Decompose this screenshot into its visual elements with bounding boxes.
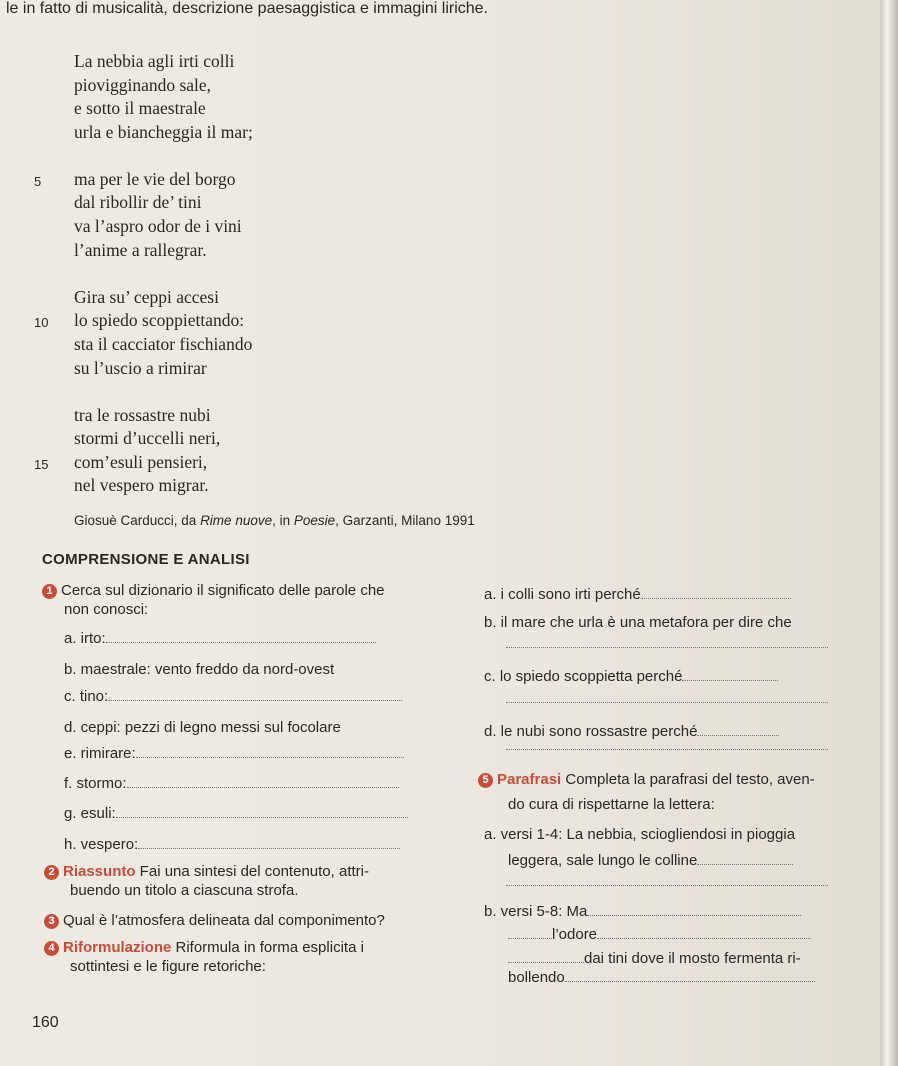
answer-blank[interactable] <box>506 701 828 703</box>
question-keyword: Riassunto <box>63 863 136 880</box>
poem-line: stormi d’uccelli neri, <box>74 428 221 449</box>
vocab-item <box>64 836 400 853</box>
rhetoric-item <box>484 723 779 740</box>
poem-line: piovigginando sale, <box>74 74 212 95</box>
section-title: COMPRENSIONE E ANALISI <box>42 551 250 568</box>
vocab-label: a. irto: <box>64 630 106 647</box>
poem-line-text: lo spiedo scoppiettando: <box>74 310 245 331</box>
paraphrase-text: leggera, sale lungo le colline <box>508 852 698 869</box>
paraphrase-b <box>484 903 801 920</box>
source-pre: Giosuè Carducci, da <box>74 513 201 528</box>
answer-blank[interactable] <box>508 938 552 939</box>
poem-line-text: com’esuli pensieri, <box>74 451 208 472</box>
question-number: 4 <box>44 941 59 956</box>
question-number: 5 <box>478 773 493 788</box>
paraphrase-b-cont <box>508 926 811 943</box>
vocab-item <box>64 688 402 705</box>
question-text: Fai una sintesi del contenuto, attri- <box>135 863 369 880</box>
poem-line <box>34 168 253 192</box>
poem-line: l’anime a rallegrar. <box>74 239 207 260</box>
answer-blank[interactable] <box>587 915 801 916</box>
poem-line: dal ribollir de’ tini <box>74 192 202 213</box>
answer-blank[interactable] <box>597 938 811 939</box>
poem-line <box>34 309 253 333</box>
paraphrase-a-cont <box>508 852 793 869</box>
poem <box>34 50 253 522</box>
poem-line: urla e biancheggia il mar; <box>74 121 253 142</box>
question-4-cont: sottintesi e le figure retoriche: <box>70 958 266 975</box>
line-number: 5 <box>34 173 42 189</box>
source-book: Poesie <box>293 513 336 528</box>
paraphrase-a: a. versi 1-4: La nebbia, sciogliendosi in pioggia <box>484 826 796 843</box>
stanza-3 <box>34 286 253 380</box>
answer-blank[interactable] <box>641 598 791 599</box>
answer-blank[interactable] <box>136 757 404 758</box>
vocab-label: c. tino: <box>64 688 109 705</box>
question-text: Riformula in forma esplicita i <box>171 939 364 956</box>
poem-line: va l’aspro odor de i vini <box>74 216 242 237</box>
answer-blank[interactable] <box>127 787 399 788</box>
stanza-4 <box>34 404 253 498</box>
answer-blank[interactable] <box>697 864 793 865</box>
source-post: , Garzanti, Milano 1991 <box>335 513 475 528</box>
rhetoric-label: c. lo spiedo scoppietta perché <box>484 668 683 685</box>
question-5-cont: do cura di rispettarne la lettera: <box>508 796 715 813</box>
question-2-cont: buendo un titolo a ciascuna strofa. <box>70 882 299 899</box>
paraphrase-b-cont <box>508 969 815 986</box>
poem-line <box>34 451 253 475</box>
question-number: 1 <box>42 584 57 599</box>
vocab-item <box>64 745 404 762</box>
answer-blank[interactable] <box>565 981 815 982</box>
stanza-2 <box>34 168 253 262</box>
answer-blank[interactable] <box>506 748 828 750</box>
question-number: 3 <box>44 914 59 929</box>
paraphrase-text: b. versi 5-8: Ma <box>484 903 588 920</box>
paraphrase-text: bollendo <box>508 969 565 986</box>
line-number: 10 <box>34 315 49 331</box>
line-number: 15 <box>34 456 49 472</box>
stanza-1 <box>74 50 253 144</box>
question-keyword: Parafrasi <box>497 771 562 788</box>
paraphrase-text: l’odore <box>552 926 598 943</box>
question-text: Completa la parafrasi del testo, aven- <box>561 771 815 788</box>
vocab-item <box>64 719 341 736</box>
vocab-label: e. rimirare: <box>64 745 136 762</box>
question-1-cont: non conosci: <box>64 601 149 618</box>
paraphrase-text: dai tini dove il mosto fermenta ri- <box>584 950 801 967</box>
question-number: 2 <box>44 865 59 880</box>
rhetoric-item <box>484 668 778 685</box>
source-mid: , in <box>272 513 294 528</box>
paraphrase-b-cont <box>508 950 801 967</box>
vocab-item <box>64 661 334 678</box>
vocab-label: f. stormo: <box>64 775 127 792</box>
rhetoric-item <box>484 614 792 631</box>
source-citation <box>74 513 475 528</box>
vocab-label: h. vespero: <box>64 836 139 853</box>
answer-blank[interactable] <box>116 817 408 818</box>
poem-line: sta il cacciator fischiando <box>74 333 253 354</box>
rhetoric-item <box>484 586 791 603</box>
question-text: Cerca sul dizionario il significato delle parole che <box>61 582 385 599</box>
answer-blank[interactable] <box>108 700 402 701</box>
vocab-item <box>64 775 399 792</box>
vocab-label: d. ceppi: pezzi di legno messi sul focolare <box>64 719 341 736</box>
page-number: 160 <box>32 1014 59 1031</box>
answer-blank[interactable] <box>506 646 828 648</box>
vocab-item <box>64 805 408 822</box>
poem-line: nel vespero migrar. <box>74 475 209 496</box>
answer-blank[interactable] <box>508 962 584 963</box>
poem-line: e sotto il maestrale <box>74 98 206 119</box>
question-keyword: Riformulazione <box>63 939 172 956</box>
poem-line: Gira su’ ceppi accesi <box>74 286 219 307</box>
question-text: Qual è l’atmosfera delineata dal componimento? <box>63 912 385 929</box>
poem-line: su l’uscio a rimirar <box>74 357 207 378</box>
rhetoric-label: d. le nubi sono rossastre perché <box>484 723 698 740</box>
poem-line-text: ma per le vie del borgo <box>74 168 236 189</box>
page-edge <box>880 0 898 1066</box>
answer-blank[interactable] <box>106 642 376 643</box>
rhetoric-label: a. i colli sono irti perché <box>484 586 641 603</box>
question-2 <box>44 863 369 880</box>
source-title: Rime nuove <box>200 513 273 528</box>
question-1 <box>42 582 385 599</box>
vocab-label: g. esuli: <box>64 805 116 822</box>
answer-blank[interactable] <box>682 680 778 681</box>
question-5 <box>478 771 815 788</box>
rhetoric-label: b. il mare che urla è una metafora per dire che <box>484 614 792 631</box>
header-text: le in fatto di musicalità, descrizione paesaggistica e immagini liriche. <box>6 0 488 17</box>
answer-blank[interactable] <box>697 735 779 736</box>
question-3 <box>44 912 385 929</box>
vocab-item <box>64 630 376 647</box>
poem-line: La nebbia agli irti colli <box>74 51 235 71</box>
answer-blank[interactable] <box>138 848 400 849</box>
poem-line: tra le rossastre nubi <box>74 404 211 425</box>
question-4 <box>44 939 364 956</box>
answer-blank[interactable] <box>506 884 828 886</box>
vocab-label: b. maestrale: vento freddo da nord-ovest <box>64 661 335 678</box>
